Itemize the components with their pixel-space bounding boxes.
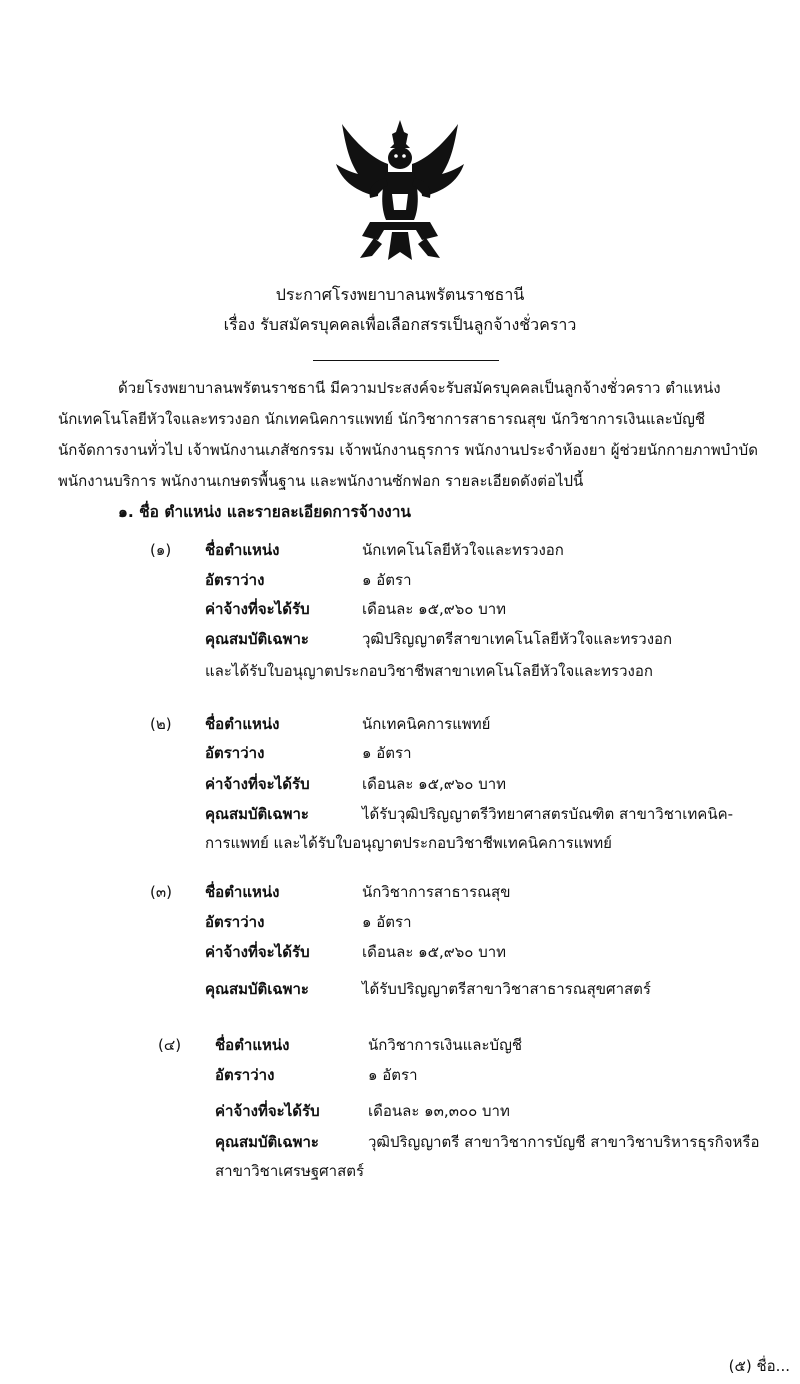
- salary-label: ค่าจ้างที่จะได้รับ: [215, 1102, 320, 1120]
- position-number: (๔): [158, 1036, 182, 1054]
- vacancy-value: ๑ อัตรา: [362, 744, 412, 762]
- salary-label: ค่าจ้างที่จะได้รับ: [205, 943, 310, 961]
- qualification-label: คุณสมบัติเฉพาะ: [205, 980, 309, 998]
- salary-label: ค่าจ้างที่จะได้รับ: [205, 775, 310, 793]
- qualification-continued: สาขาวิชาเศรษฐศาสตร์: [215, 1162, 365, 1180]
- vacancy-value: ๑ อัตรา: [368, 1066, 418, 1084]
- intro-line-2: นักเทคโนโลยีหัวใจและทรวงอก นักเทคนิคการแพทย์ นักวิชาการสาธารณสุข นักวิชาการเงินและบัญชี: [58, 410, 706, 428]
- position-name: นักวิชาการเงินและบัญชี: [368, 1036, 523, 1054]
- qualification-label: คุณสมบัติเฉพาะ: [205, 630, 309, 648]
- intro-line-3: นักจัดการงานทั่วไป เจ้าพนักงานเภสัชกรรม เจ้าพนักงานธุรการ พนักงานประจำห้องยา ผู้ช่วยนักกายภาพบำบัด: [58, 441, 758, 459]
- vacancy-label: อัตราว่าง: [205, 571, 265, 589]
- qualification-value: ได้รับวุฒิปริญญาตรีวิทยาศาสตรบัณฑิต สาขาวิชาเทคนิค-: [362, 805, 734, 823]
- announcement-title: ประกาศโรงพยาบาลนพรัตนราชธานี: [275, 285, 525, 304]
- vacancy-label: อัตราว่าง: [205, 913, 265, 931]
- position-label: ชื่อตำแหน่ง: [205, 883, 280, 901]
- qualification-continued: การแพทย์ และได้รับใบอนุญาตประกอบวิชาชีพเทคนิคการแพทย์: [205, 834, 612, 852]
- salary-label: ค่าจ้างที่จะได้รับ: [205, 600, 310, 618]
- intro-line-1: ด้วยโรงพยาบาลนพรัตนราชธานี มีความประสงค์จะรับสมัครบุคคลเป็นลูกจ้างชั่วคราว ตำแหน่ง: [118, 379, 721, 397]
- position-label: ชื่อตำแหน่ง: [215, 1036, 290, 1054]
- position-name: นักเทคโนโลยีหัวใจและทรวงอก: [362, 541, 564, 559]
- salary-value: เดือนละ ๑๕,๙๖๐ บาท: [362, 943, 507, 961]
- position-name: นักเทคนิคการแพทย์: [362, 715, 491, 733]
- qualification-value: วุฒิปริญญาตรี สาขาวิชาการบัญชี สาขาวิชาบริหารธุรกิจหรือ: [368, 1133, 760, 1151]
- position-number: (๒): [150, 715, 172, 733]
- vacancy-label: อัตราว่าง: [205, 744, 265, 762]
- salary-value: เดือนละ ๑๕,๙๖๐ บาท: [362, 600, 507, 618]
- qualification-value: วุฒิปริญญาตรีสาขาเทคโนโลยีหัวใจและทรวงอก: [362, 630, 673, 648]
- announcement-subject: เรื่อง รับสมัครบุคคลเพื่อเลือกสรรเป็นลูกจ้างชั่วคราว: [223, 315, 577, 334]
- vacancy-value: ๑ อัตรา: [362, 913, 412, 931]
- position-number: (๓): [150, 883, 172, 901]
- vacancy-label: อัตราว่าง: [215, 1066, 275, 1084]
- qualification-value: ได้รับปริญญาตรีสาขาวิชาสาธารณสุขศาสตร์: [362, 980, 651, 998]
- qualification-label: คุณสมบัติเฉพาะ: [205, 805, 309, 823]
- salary-value: เดือนละ ๑๕,๙๖๐ บาท: [362, 775, 507, 793]
- intro-body: [58, 404, 796, 497]
- next-page-marker: (๕) ชื่อ...: [728, 1357, 790, 1375]
- position-label: ชื่อตำแหน่ง: [205, 541, 280, 559]
- qualification-label: คุณสมบัติเฉพาะ: [215, 1133, 319, 1151]
- garuda-emblem-icon: [330, 118, 470, 268]
- position-label: ชื่อตำแหน่ง: [205, 715, 280, 733]
- intro-line-4: พนักงานบริการ พนักงานเกษตรพื้นฐาน และพนักงานซักฟอก รายละเอียดดังต่อไปนี้: [58, 472, 584, 490]
- vacancy-value: ๑ อัตรา: [362, 571, 412, 589]
- position-number: (๑): [150, 541, 172, 559]
- title-divider: [313, 360, 499, 361]
- salary-value: เดือนละ ๑๓,๓๐๐ บาท: [368, 1102, 510, 1120]
- qualification-continued: และได้รับใบอนุญาตประกอบวิชาชีพสาขาเทคโนโลยีหัวใจและทรวงอก: [205, 662, 653, 680]
- position-name: นักวิชาการสาธารณสุข: [362, 883, 511, 901]
- section-heading: ๑. ชื่อ ตำแหน่ง และรายละเอียดการจ้างงาน: [118, 503, 412, 521]
